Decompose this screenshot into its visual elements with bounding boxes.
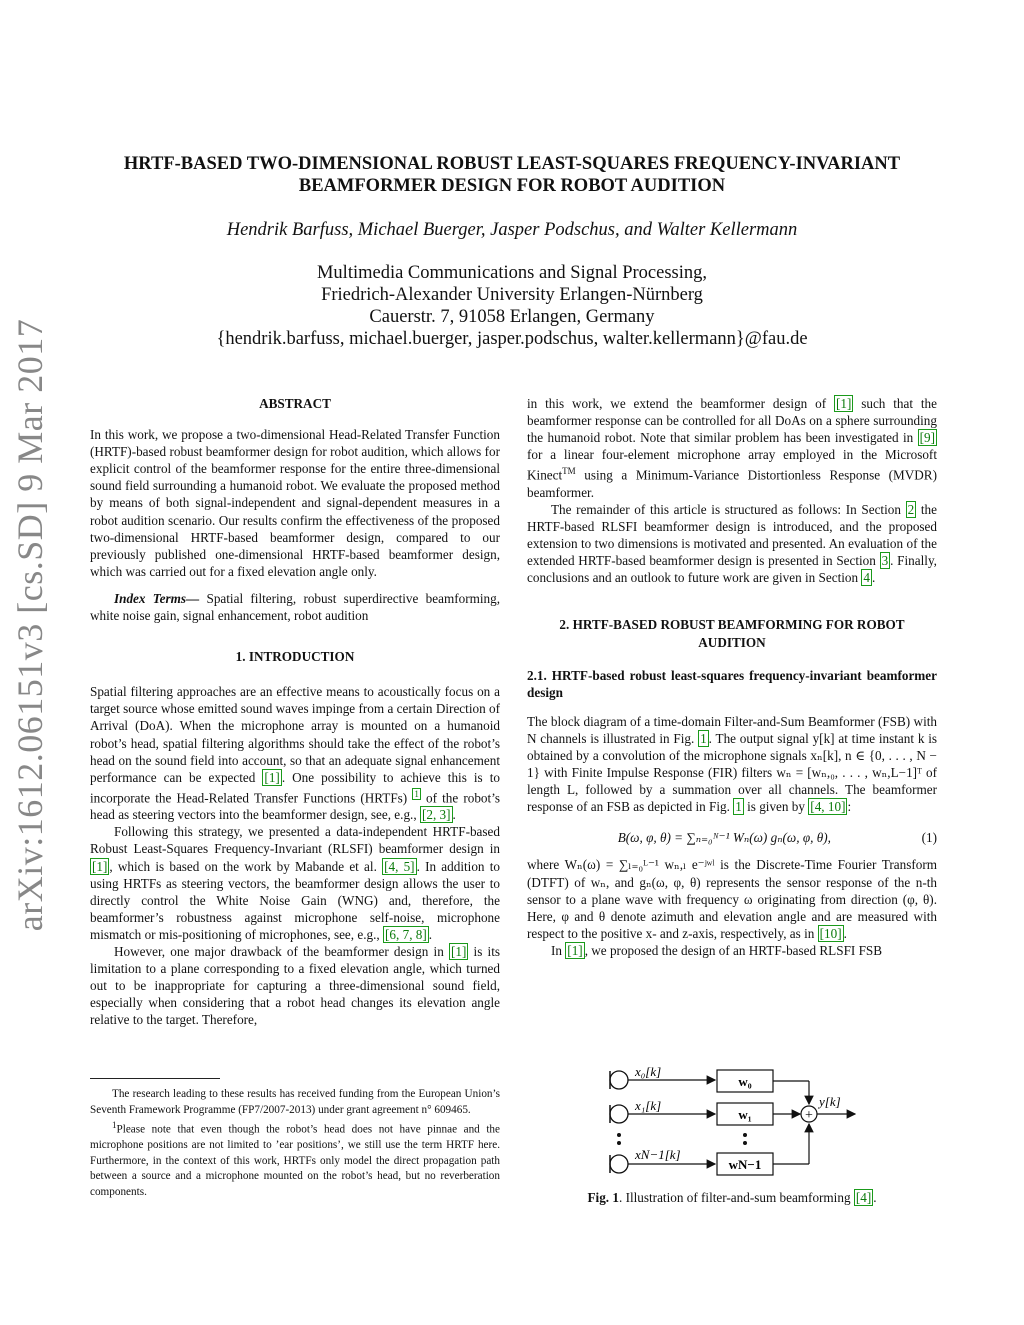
microphone-icon bbox=[610, 1155, 628, 1173]
trademark: TM bbox=[562, 466, 576, 477]
affiliation-line-2: Friedrich-Alexander University Erlangen-Nürnberg bbox=[321, 285, 703, 305]
text-run: . In addition to using HRTFs as steering vectors, the beamformer design allows the user to directly control the White Noise Gain (WNG) and, therefore, the beamformer’s robustness against microphone self-noise, microphone mismatch or mis-positioning of microphones, see, e.g., bbox=[90, 858, 500, 942]
footnote-1-text: Please note that even though the robot’s head does not have pinnae and the microphone positions are not limited to ’ear positions’, we still use the term HRTF here. Furthermore, in the context of this work, HRTFs only model the direct propagation path between a source and a microphone mounted on the robot’s head, but no reverberation components. bbox=[90, 1123, 500, 1198]
text-run: is its limitation to a plane corresponding to a fixed elevation angle, which turned out to be inappropriate for capturing a three-dimensional sound field, especially when considering that a robot head changes its elevation angle relative to the target. Therefore, bbox=[90, 944, 500, 1028]
text-run: The remainder of this article is structured as follows: In Section bbox=[551, 501, 906, 517]
filter-label-wn: wN−1 bbox=[728, 1157, 762, 1172]
intro-paragraph-1 bbox=[90, 683, 500, 823]
right-paragraph-4 bbox=[527, 856, 937, 941]
text-run: using a Minimum-Variance Distortionless Response (MVDR) beamformer. bbox=[527, 467, 937, 500]
abstract-text: In this work, we propose a two-dimensional Head-Related Transfer Function (HRTF)-based robust beamformer design for robot audition, which allows for explicit control of the beamformer response for the entire three-dimensional sound field surrounding a humanoid robot. We evaluate the proposed method by means of both signal-independent and signal-dependent measures in a robot audition scenario. Our results confirm the effectiveness of the proposed two-dimensional HRTF-based beamformer design, compared to our previously published one-dimensional HRTF-based beamformer design, which was carried out for a fixed elevation angle only. bbox=[90, 427, 500, 579]
abstract-heading: ABSTRACT bbox=[259, 396, 331, 411]
text-run: . Finally, conclusions and an outlook to future work are given in Section bbox=[527, 553, 937, 586]
input-label-x1: x₁[k] bbox=[635, 1098, 662, 1113]
right-paragraph-2 bbox=[527, 501, 937, 586]
intro-paragraph-3 bbox=[90, 943, 500, 1028]
affiliation-line-3: Cauerstr. 7, 91058 Erlangen, Germany bbox=[369, 307, 655, 327]
ellipsis-dots-left bbox=[617, 1133, 621, 1145]
text-run: . bbox=[843, 925, 847, 941]
text-run: . bbox=[428, 926, 433, 942]
figure-caption bbox=[527, 1190, 937, 1206]
footnote-1 bbox=[90, 1118, 500, 1200]
equation-number: (1) bbox=[921, 830, 937, 846]
text-run: such that the beamformer response can be controlled for all DoAs on a sphere surrounding the humanoid robot. Note that similar problem has been investigated in bbox=[527, 396, 938, 446]
text-run: However, one major drawback of the beamformer design in bbox=[114, 944, 449, 960]
caption-label: Fig. 1 bbox=[587, 1190, 619, 1205]
intro-paragraph-2 bbox=[90, 823, 500, 943]
text-run: is given by bbox=[743, 799, 809, 815]
text-run: Following this strategy, we presented a data-independent HRTF-based Robust Least-Squares Frequency-Invariant (RLSFI) beamformer design in bbox=[90, 824, 500, 857]
footnotes bbox=[90, 1078, 500, 1200]
text-run: The block diagram of a time-domain Filter-and-Sum Beamformer (FSB) with N channels is illustrated in Fig. bbox=[527, 713, 937, 746]
text-run: . The output signal y[k] at time instant k is obtained by a convolution of the microphone signals xₙ[k], n ∈ {0, . . . , N − 1} with Finite Impulse Response (FIR) filters wₙ = [wₙ,₀, . . . , wₙ,L−1]ᵀ of length L, followed by a summation over all channels. The beamformer response of an FSB as depicted in Fig. bbox=[527, 730, 938, 815]
footnote-divider bbox=[90, 1078, 220, 1079]
text-run: where Wₙ(ω) = ∑ₗ₌₀ᴸ⁻¹ wₙ,ₗ e⁻ʲʷˡ is the Discrete-Time Fourier Transform (DTFT) of wₙ, and gₙ(ω, φ, θ) represents the sensor response of the n-th sensor to a plane wave with frequency ω originating from direction (φ, θ). Here, φ and θ denote azimuth and elevation angle and are measured with respect to the positive x- and z-axis, respectively, as in bbox=[527, 857, 937, 941]
summation-symbol: + bbox=[805, 1108, 813, 1123]
index-terms bbox=[90, 590, 500, 624]
citation-link[interactable]: [1] bbox=[450, 944, 467, 960]
text-run: In bbox=[551, 942, 566, 958]
paper-title bbox=[80, 153, 944, 197]
citation-link[interactable]: [4, 10] bbox=[810, 799, 846, 815]
right-column bbox=[527, 395, 937, 959]
caption-end: . bbox=[873, 1190, 877, 1205]
arxiv-stamp: arXiv:1612.06151v3 [cs.SD] 9 Mar 2017 bbox=[10, 318, 50, 932]
footnote-link[interactable]: 1 bbox=[414, 788, 419, 799]
affiliation bbox=[80, 262, 944, 350]
filter-label-w1: w₁ bbox=[738, 1107, 752, 1122]
title-line-2: BEAMFORMER DESIGN FOR ROBOT AUDITION bbox=[298, 176, 726, 196]
text-run: , we proposed the design of an HRTF-based RLSFI FSB bbox=[584, 942, 883, 958]
affiliation-line-1: Multimedia Communications and Signal Processing, bbox=[316, 263, 707, 283]
section-link[interactable]: 3 bbox=[881, 553, 889, 569]
text-run: in this work, we extend the beamformer design of bbox=[527, 396, 834, 411]
affiliation-emails: {hendrik.barfuss, michael.buerger, jasper.podschus, walter.kellermann}@fau.de bbox=[216, 329, 808, 349]
text-run: for a linear four-element microphone array employed in the Microsoft Kinect bbox=[527, 447, 937, 483]
citation-link[interactable]: [1] bbox=[92, 858, 108, 874]
index-terms-text: Spatial filtering, robust superdirective beamforming, white noise gain, signal enhancement, robot audition bbox=[90, 590, 500, 624]
citation-link[interactable]: [6, 7, 8] bbox=[385, 926, 427, 942]
figure-link[interactable]: 1 bbox=[735, 799, 742, 815]
equation-1 bbox=[527, 829, 937, 846]
citation-link[interactable]: [4] bbox=[855, 1190, 872, 1205]
text-run: . One possibility to achieve this is to incorporate the Head-Related Transfer Functions (HRTFs) bbox=[90, 769, 500, 806]
mic-1 bbox=[610, 1098, 715, 1123]
microphone-icon bbox=[610, 1071, 628, 1089]
right-paragraph-1 bbox=[527, 395, 937, 501]
intro-heading: 1. INTRODUCTION bbox=[235, 649, 355, 665]
text-run: of the robot’s head as steering vectors into the beamformer design, see, e.g., bbox=[90, 790, 500, 823]
input-label-xn: xN−1[k] bbox=[635, 1147, 681, 1162]
citation-link[interactable]: [1] bbox=[567, 942, 583, 958]
text-run: : bbox=[847, 799, 852, 815]
section-2-heading: 2. HRTF-BASED ROBUST BEAMFORMING FOR ROBOT AUDITION bbox=[559, 617, 905, 650]
mic-n bbox=[610, 1147, 715, 1173]
figure-link[interactable]: 1 bbox=[700, 730, 707, 746]
citation-link[interactable]: [1] bbox=[835, 396, 852, 411]
fsb-block-diagram bbox=[597, 1058, 867, 1188]
input-label-x0: x₀[k] bbox=[635, 1064, 662, 1079]
section-link[interactable]: 4 bbox=[863, 570, 870, 586]
subsection-2-1-heading: 2.1. HRTF-based robust least-squares frequency-invariant beamformer design bbox=[527, 667, 937, 700]
text-run: . bbox=[871, 570, 876, 586]
filter-label-w0: w₀ bbox=[738, 1074, 752, 1089]
section-link[interactable]: 2 bbox=[907, 501, 915, 517]
text-run: . bbox=[452, 807, 456, 823]
citation-link[interactable]: [2, 3] bbox=[421, 807, 451, 823]
ellipsis-dots-middle bbox=[743, 1133, 747, 1145]
output-label-y: y[k] bbox=[819, 1094, 841, 1109]
right-paragraph-3 bbox=[527, 713, 937, 816]
left-column bbox=[90, 395, 500, 1028]
citation-link[interactable]: [4, 5] bbox=[384, 858, 415, 874]
authors: Hendrik Barfuss, Michael Buerger, Jasper Podschus, and Walter Kellermann bbox=[226, 220, 798, 240]
right-paragraph-5 bbox=[527, 942, 937, 959]
footnote-mark: 1 bbox=[112, 1120, 117, 1130]
citation-link[interactable]: [1] bbox=[264, 769, 280, 785]
citation-link[interactable]: [10] bbox=[819, 925, 842, 941]
caption-text: . Illustration of filter-and-sum beamforming bbox=[618, 1190, 854, 1205]
title-line-1: HRTF-BASED TWO-DIMENSIONAL ROBUST LEAST-SQUARES FREQUENCY-INVARIANT bbox=[123, 154, 901, 174]
funding-footnote: The research leading to these results has received funding from the European Union’s Seventh Framework Programme (FP7/2007-2013) under grant agreement n° 609465. bbox=[90, 1088, 500, 1116]
citation-link[interactable]: [9] bbox=[919, 430, 935, 446]
text-run: , which is based on the work by Mabande et al. bbox=[109, 858, 383, 874]
text-run: the HRTF-based RLSFI beamformer design is introduced, and the proposed extension to two dimensions is motivated and presented. An evaluation of the extended HRTF-based beamformer design is presented in Section bbox=[527, 501, 937, 569]
microphone-icon bbox=[610, 1105, 628, 1123]
text-run: Spatial filtering approaches are an effective means to acoustically focus on a target source whose emitted sound waves impinge from a certain Direction of Arrival (DoA). When the microphone array is mounted on a humanoid robot’s head, spatial filtering algorithms should take the effect of the robot’s head on the sound field into account, so that an adequate signal enhancement performance can be expected bbox=[90, 684, 500, 785]
equation-body: B(ω, φ, θ) = ∑ₙ₌₀ᴺ⁻¹ Wₙ(ω) gₙ(ω, φ, θ), bbox=[617, 830, 831, 846]
mic-0 bbox=[610, 1064, 715, 1089]
index-terms-label: Index Terms— bbox=[114, 590, 200, 606]
